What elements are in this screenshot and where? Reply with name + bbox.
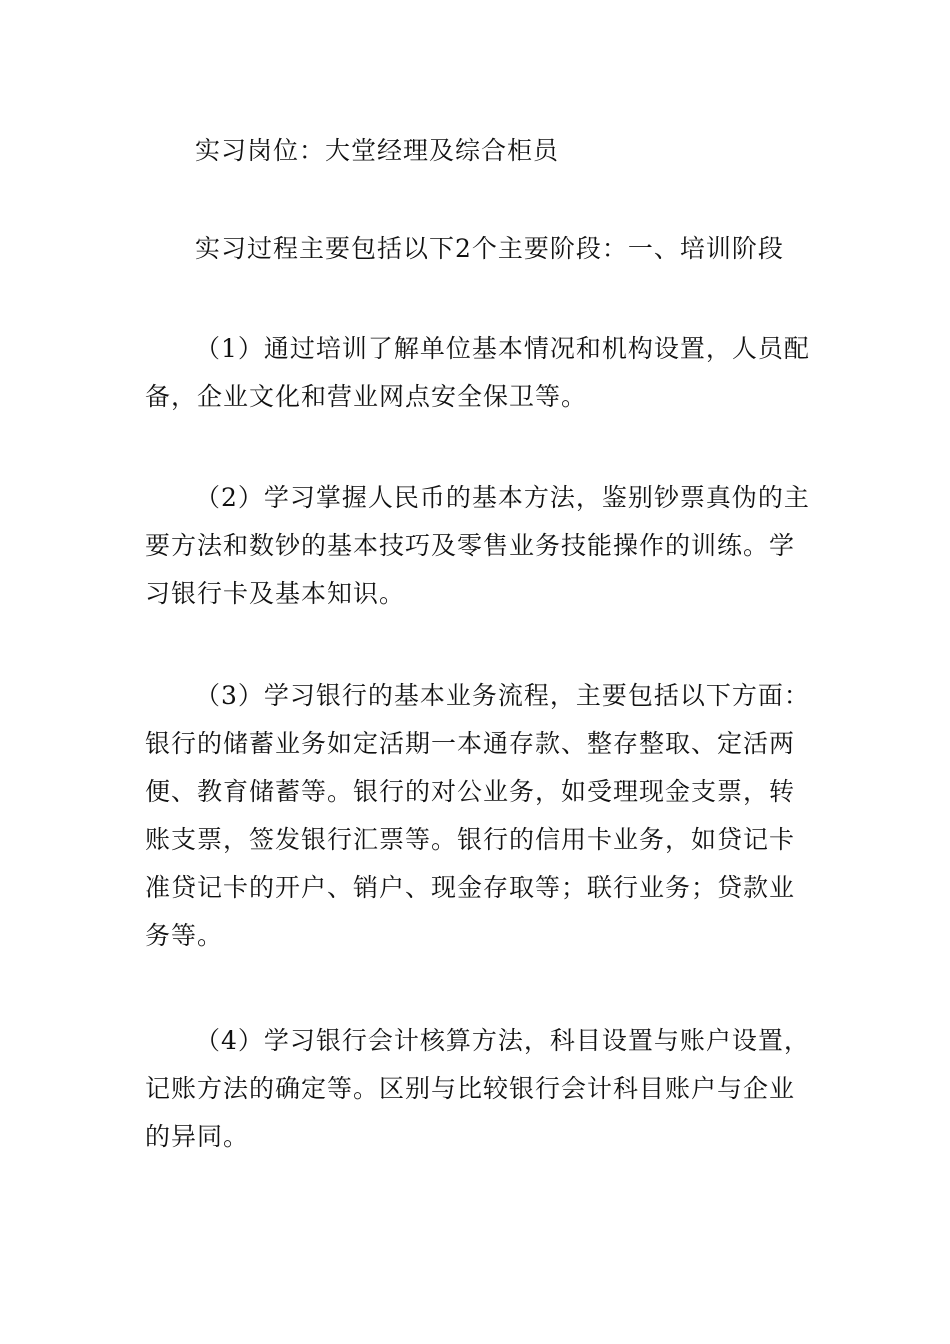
training-item-3-paragraph: （3）学习银行的基本业务流程，主要包括以下方面：银行的储蓄业务如定活期一本通存款、整存整取、定活两便、教育储蓄等。银行的对公业务，如受理现金支票，转账支票，签发银行汇票等。银行的信用卡业务，如贷记卡准贷记卡的开户、销户、现金存取等；联行业务；贷款业务等。: [145, 681, 810, 950]
internship-position-paragraph: 实习岗位：大堂经理及综合柜员: [195, 136, 560, 165]
training-item-1-paragraph: （1）通过培训了解单位基本情况和机构设置，人员配备，企业文化和营业网点安全保卫等。: [145, 334, 810, 411]
internship-stages-paragraph: 实习过程主要包括以下2个主要阶段：一、培训阶段: [195, 234, 784, 263]
training-item-4-paragraph: （4）学习银行会计核算方法，科目设置与账户设置，记账方法的确定等。区别与比较银行会计科目账户与企业的异同。: [145, 1026, 810, 1151]
training-item-2-paragraph: （2）学习掌握人民币的基本方法，鉴别钞票真伪的主要方法和数钞的基本技巧及零售业务技能操作的训练。学习银行卡及基本知识。: [145, 483, 810, 608]
